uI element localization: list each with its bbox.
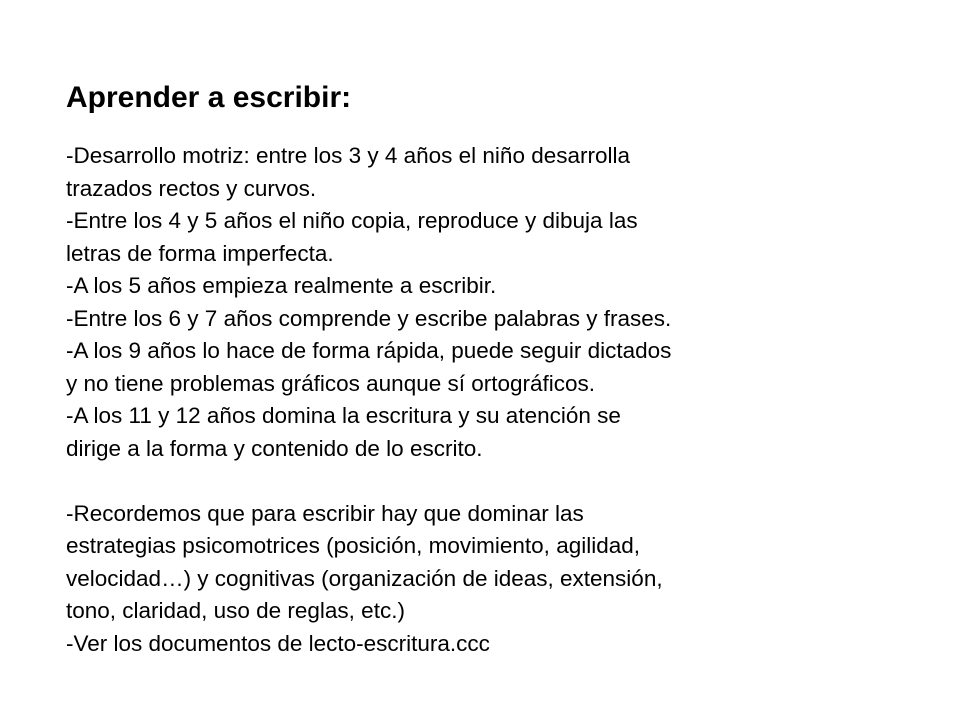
text-line: -Ver los documentos de lecto-escritura.ccc: [66, 630, 490, 656]
text-line: -Entre los 4 y 5 años el niño copia, reproduce y dibuja las: [66, 208, 638, 233]
text-line: y no tiene problemas gráficos aunque sí ortográficos.: [66, 370, 596, 396]
text-line: tono, claridad, uso de reglas, etc.): [66, 598, 405, 623]
text-line: velocidad…) y cognitivas (organización de ideas, extensión,: [66, 565, 663, 591]
slide-content: [66, 78, 926, 660]
text-line: -Recordemos que para escribir hay que dominar las: [66, 500, 584, 526]
text-line: -A los 11 y 12 años domina la escritura y su atención se: [66, 403, 621, 428]
slide-title: Aprender a escribir:: [66, 81, 352, 114]
body-text: [66, 140, 926, 660]
text-line: -Desarrollo motriz: entre los 3 y 4 años el niño desarrolla: [66, 143, 631, 168]
text-line: dirige a la forma y contenido de lo escrito.: [66, 435, 483, 461]
text-line: letras de forma imperfecta.: [66, 240, 334, 266]
paragraph-gap: [66, 465, 926, 498]
text-line: estrategias psicomotrices (posición, movimiento, agilidad,: [66, 533, 641, 558]
text-line: -A los 9 años lo hace de forma rápida, puede seguir dictados: [66, 338, 672, 363]
text-line: -Entre los 6 y 7 años comprende y escribe palabras y frases.: [66, 305, 672, 331]
text-line: -A los 5 años empieza realmente a escribir.: [66, 273, 497, 298]
text-line: trazados rectos y curvos.: [66, 175, 317, 201]
